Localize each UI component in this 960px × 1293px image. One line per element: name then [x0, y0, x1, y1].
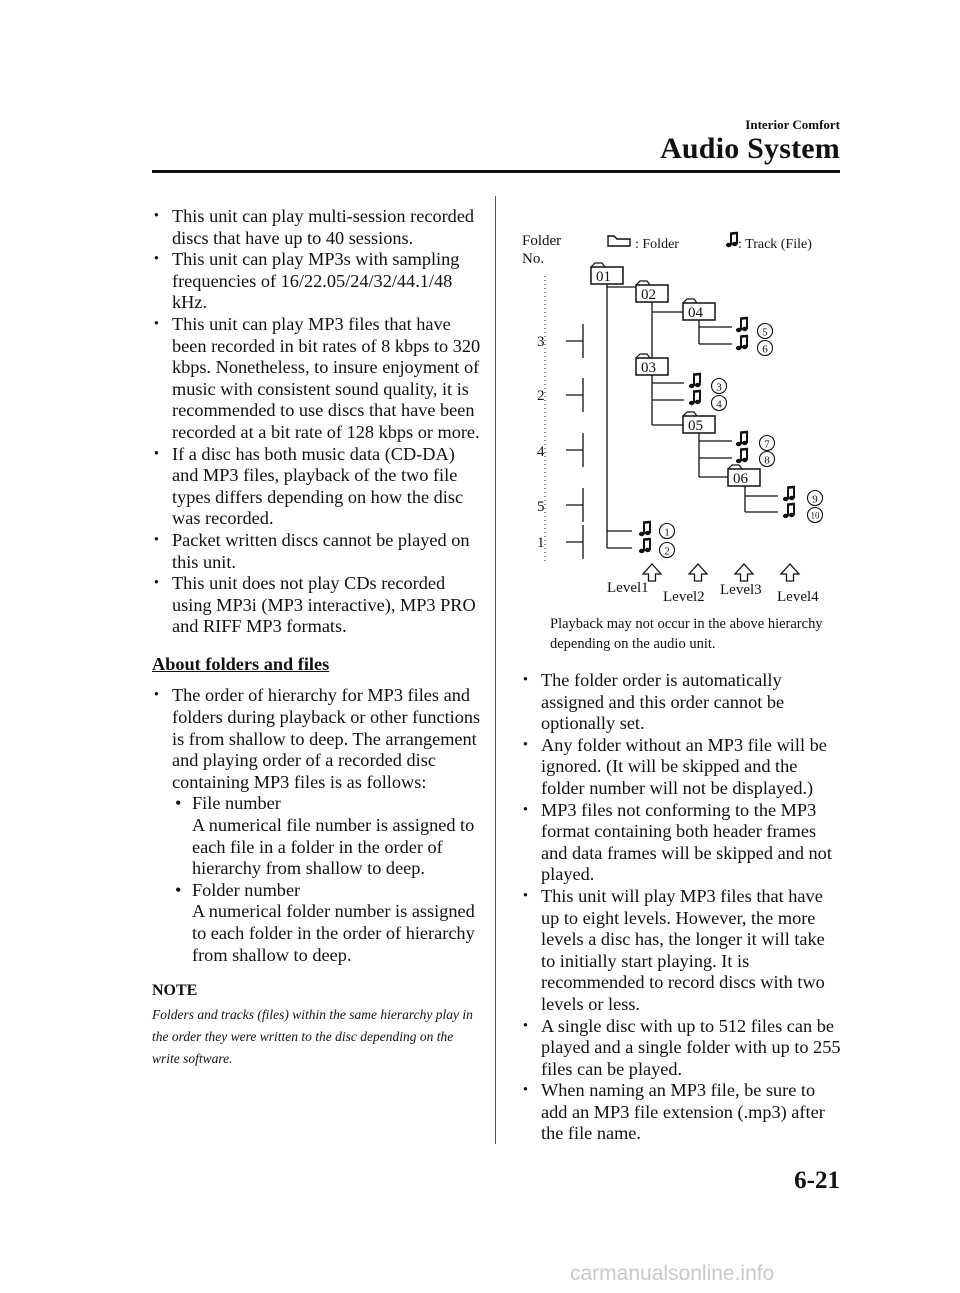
- level-arrow-icon: [689, 564, 707, 581]
- hierarchy-intro: The order of hierarchy for MP3 files and folders during playback or other functions is from shallow to deep. The arrangement and playing order of a recorded disc containing MP3 files is as follows:: [172, 685, 481, 792]
- sub-item-title: File number: [192, 793, 281, 814]
- watermark: carmanualsonline.info: [570, 1262, 775, 1285]
- folder-number: 1: [537, 535, 545, 551]
- track-number: 1: [664, 526, 670, 539]
- track-1: [639, 521, 675, 539]
- list-item: ● This unit can play MP3 files that have been recorded in bit rates of 8 kbps to 320 kbps. Nonetheless, to insure enjoyment of music with consistent sound quality, it is recommended to use discs that have been recorded at a bit rate of 128 kbps or more.: [152, 314, 482, 444]
- list-item: ● The folder order is automatically assigned and this order cannot be optionally set.: [521, 670, 843, 735]
- music-note-icon: [736, 335, 748, 351]
- track-9: [783, 486, 823, 506]
- page-number: 6-21: [794, 1167, 840, 1194]
- column-divider: [495, 196, 496, 1144]
- header-rule: [152, 170, 840, 173]
- folder-hierarchy-diagram: [505, 224, 845, 609]
- level-label: Level3: [720, 582, 762, 598]
- list-item: ● Packet written discs cannot be played on this unit.: [152, 530, 482, 573]
- sub-list: [172, 793, 482, 966]
- list-item: ● A single disc with up to 512 files can be played and a single folder with up to 255 files can be played.: [521, 1016, 843, 1081]
- folder-01: [591, 263, 623, 285]
- folder-label: 02: [641, 287, 656, 303]
- music-note-icon: [736, 448, 748, 464]
- hierarchy-bullet-list: [152, 685, 482, 966]
- list-item: ● This unit does not play CDs recorded using MP3i (MP3 interactive), MP3 PRO and RIFF MP3 formats.: [152, 573, 482, 638]
- note-text: Folders and tracks (files) within the same hierarchy play in the order they were written to the disc depending on the write software.: [152, 1006, 473, 1066]
- list-item: ● This unit can play multi-session recorded discs that have up to 40 sessions.: [152, 206, 482, 249]
- note-label: NOTE: [152, 982, 198, 1000]
- level-arrow-icon: [735, 564, 753, 581]
- track-number: 4: [716, 398, 722, 411]
- level-label: Level2: [663, 589, 705, 605]
- folder-05: [683, 412, 715, 434]
- music-note-icon: [783, 486, 795, 502]
- left-column: [152, 206, 482, 1070]
- right-column: [521, 670, 843, 1145]
- sub-list-item: [172, 880, 482, 966]
- folder-02: [636, 281, 668, 303]
- music-note-icon: [726, 232, 738, 248]
- track-2: [639, 538, 675, 558]
- level-arrow-icon: [643, 564, 661, 581]
- music-note-icon: [639, 538, 651, 554]
- sub-item-desc: A numerical file number is assigned to each file in a folder in the order of hierarchy from shallow to deep.: [192, 815, 475, 879]
- tree-lines: [607, 282, 778, 548]
- list-item: ● This unit will play MP3 files that have up to eight levels. However, the more levels a disc has, the longer it will take to initially start playing. It is recommended to record discs with two levels or less.: [521, 886, 843, 1016]
- page-title: Audio System: [660, 132, 840, 165]
- folder-06: [728, 465, 760, 487]
- folder-label: 03: [641, 360, 656, 376]
- track-7: [736, 431, 775, 451]
- track-number: 7: [764, 438, 770, 451]
- track-number: 2: [664, 545, 670, 558]
- sub-item-title: Folder number: [192, 879, 301, 900]
- folder-number: 2: [537, 388, 545, 404]
- folder-03: [636, 354, 668, 376]
- track-number: 3: [716, 381, 722, 394]
- track-number: 6: [762, 343, 768, 356]
- sub-item-desc: A numerical folder number is assigned to each folder in the order of hierarchy from shallow to deep.: [192, 901, 475, 965]
- music-note-icon: [783, 503, 795, 519]
- folder-number: 3: [537, 334, 545, 350]
- music-note-icon: [736, 431, 748, 447]
- list-item: ● If a disc has both music data (CD-DA) and MP3 files, playback of the two file types differs depending on how the disc was recorded.: [152, 444, 482, 530]
- track-number: 8: [764, 454, 770, 467]
- folder-number-brackets: [566, 324, 583, 559]
- list-item: ● MP3 files not conforming to the MP3 format containing both header frames and data frames will be skipped and not played.: [521, 800, 843, 886]
- folder-number: 5: [537, 499, 545, 515]
- music-note-icon: [689, 390, 701, 406]
- folder-label: 05: [688, 418, 703, 434]
- folder-no-label: Folder: [522, 233, 562, 249]
- music-note-icon: [639, 521, 651, 537]
- section-label: Interior Comfort: [745, 117, 840, 132]
- folder-label: 01: [596, 269, 611, 285]
- music-note-icon: [689, 373, 701, 389]
- track-number: 5: [762, 326, 768, 339]
- music-note-icon: [736, 317, 748, 333]
- folder-04: [683, 299, 715, 321]
- diagram-caption: Playback may not occur in the above hierarchy depending on the audio unit.: [550, 616, 823, 652]
- folder-label: 04: [688, 305, 703, 321]
- level-label: Level1: [607, 580, 649, 596]
- legend-folder: : Folder: [635, 237, 679, 252]
- level-arrow-icon: [781, 564, 799, 581]
- folder-icon: [608, 236, 630, 246]
- list-item: ● Any folder without an MP3 file will be ignored. (It will be skipped and the folder number will not be displayed.): [521, 735, 843, 800]
- list-item: ● This unit can play MP3s with sampling frequencies of 16/22.05/24/32/44.1/48 kHz.: [152, 249, 482, 314]
- track-number: 9: [812, 493, 818, 506]
- level-label: Level4: [777, 589, 819, 605]
- list-item: ● When naming an MP3 file, be sure to add an MP3 file extension (.mp3) after the file name.: [521, 1080, 843, 1145]
- folder-number: 4: [537, 444, 545, 460]
- track-5: [736, 317, 773, 339]
- section-heading: About folders and files: [152, 653, 330, 674]
- track-number: 10: [810, 510, 820, 521]
- folder-no-label: No.: [522, 251, 545, 267]
- list-item: [152, 685, 482, 966]
- spec-bullet-list: [152, 206, 482, 638]
- folder-rules-list: [521, 670, 843, 1145]
- folder-label: 06: [733, 471, 748, 487]
- legend-track: : Track (File): [738, 237, 812, 252]
- sub-list-item: [172, 793, 482, 879]
